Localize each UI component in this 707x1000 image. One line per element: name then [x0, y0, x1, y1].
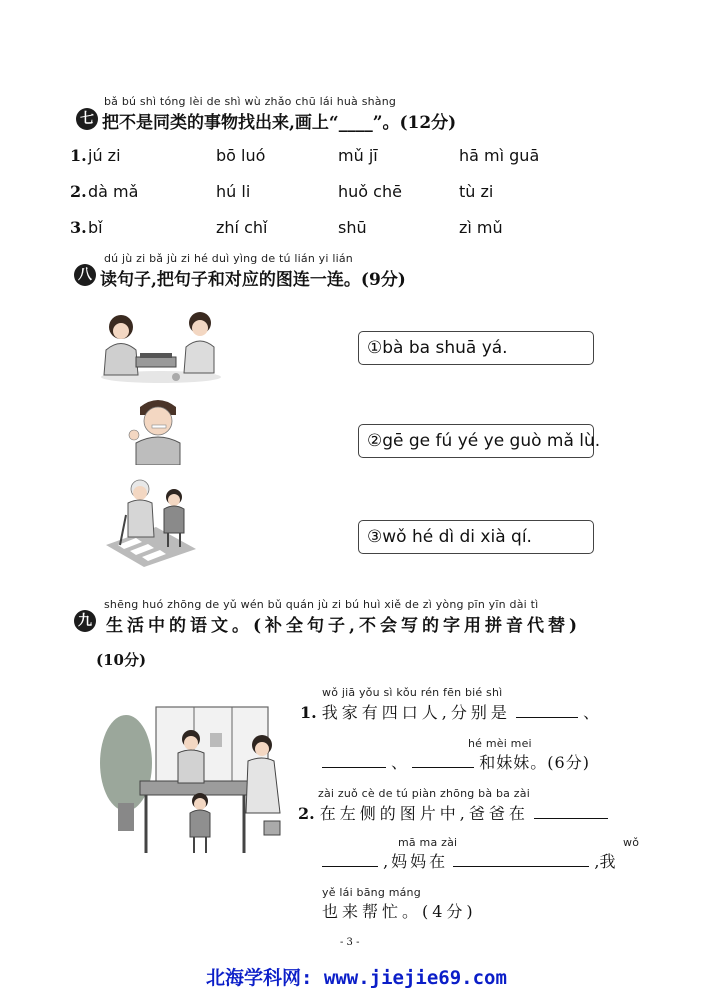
q2-line-2 [322, 849, 615, 872]
section9-score: (10分) [96, 651, 147, 669]
section7-table [70, 146, 670, 254]
sentence-text: ③wǒ hé dì di xià qí. [367, 527, 532, 547]
table-row [70, 182, 670, 218]
word-item: huǒ chē [338, 182, 402, 201]
picture-father-brushing [126, 395, 190, 465]
q1-pinyin-2: hé mèi mei [468, 737, 532, 750]
section9-pinyin: shēng huó zhōng de yǔ wén bǔ quán jù zi bú huì xiě de zì yòng pīn yīn dài tì [104, 598, 539, 611]
section9-badge: 九 [74, 610, 96, 632]
q2-pinyin-3: yě lái bāng máng [322, 886, 421, 899]
section8-pinyin: dú jù zi bǎ jù zi hé duì yìng de tú lián yi lián [104, 252, 353, 265]
q2-line-1 [298, 801, 608, 824]
sentence-text: ①bà ba shuā yá. [367, 338, 508, 358]
q1-number: 1. [300, 703, 317, 722]
word-item: shū [338, 218, 367, 237]
sentence-box-2[interactable] [358, 424, 601, 458]
page-number: - 3 - [340, 937, 360, 948]
word-item: bō luó [216, 146, 266, 165]
section7-badge: 七 [76, 108, 98, 130]
sentence-box-1[interactable] [358, 331, 594, 365]
picture-family-cleaning [96, 703, 294, 858]
q1-blank-1[interactable] [516, 716, 578, 718]
q1-line-2 [322, 750, 590, 773]
row-number: 3. [70, 218, 87, 237]
q2-blank-1[interactable] [534, 817, 608, 819]
picture-children-chess [96, 305, 226, 385]
word-item: hā mì guā [459, 146, 540, 165]
q1-pinyin-1: wǒ jiā yǒu sì kǒu rén fēn bié shì [322, 686, 503, 699]
sentence-text: ②gē ge fú yé ye guò mǎ lù. [367, 431, 601, 451]
section9-title: 生活中的语文。(补全句子,不会写的字用拼音代替) [106, 616, 582, 636]
sentence-box-3[interactable] [358, 520, 594, 554]
section7-title: 把不是同类的事物找出来,画上“____”。(12分) [102, 113, 457, 133]
section8-badge: 八 [74, 264, 96, 286]
section7-pinyin: bǎ bú shì tóng lèi de shì wù zhǎo chū lái huà shàng [104, 95, 397, 108]
word-item: jú zi [88, 146, 121, 165]
row-number: 1. [70, 146, 87, 165]
q2-text: 在左侧的图片中,爸爸在 [319, 804, 529, 823]
word-item: zhí chǐ [216, 218, 268, 237]
q1-blank-3[interactable] [412, 766, 474, 768]
q1-separator: 、 [583, 703, 600, 722]
word-item: bǐ [88, 218, 103, 237]
table-row [70, 146, 670, 182]
section8-title: 读句子,把句子和对应的图连一连。(9分) [100, 270, 406, 290]
q1-text: 我家有四口人,分别是 [321, 703, 511, 722]
picture-crossing-road [96, 475, 206, 567]
row-number: 2. [70, 182, 87, 201]
q2-blank-3[interactable] [453, 865, 589, 867]
word-item: dà mǎ [88, 182, 139, 201]
q1-blank-2[interactable] [322, 766, 386, 768]
word-item: mǔ jī [338, 146, 378, 165]
q2-end: ,我 [594, 852, 616, 871]
q1-separator: 、 [391, 753, 408, 772]
q2-pinyin-2b: wǒ [623, 836, 640, 849]
q2-number: 2. [298, 804, 315, 823]
q2-pinyin-2: mā ma zài [398, 836, 458, 849]
q2-blank-2[interactable] [322, 865, 378, 867]
table-row [70, 218, 670, 254]
word-item: tù zi [459, 182, 494, 201]
q1-line-1 [300, 700, 599, 723]
word-item: hú li [216, 182, 251, 201]
word-item: zì mǔ [459, 218, 503, 237]
site-footer[interactable]: 北海学科网: www.jiejie69.com [206, 967, 507, 989]
q2-mid: ,妈妈在 [383, 852, 449, 871]
q2-pinyin-1: zài zuǒ cè de tú piàn zhōng bà ba zài [318, 787, 530, 800]
q1-end: 和妹妹。(6分) [479, 753, 590, 772]
q2-line-3: 也来帮忙。(4分) [322, 902, 477, 921]
